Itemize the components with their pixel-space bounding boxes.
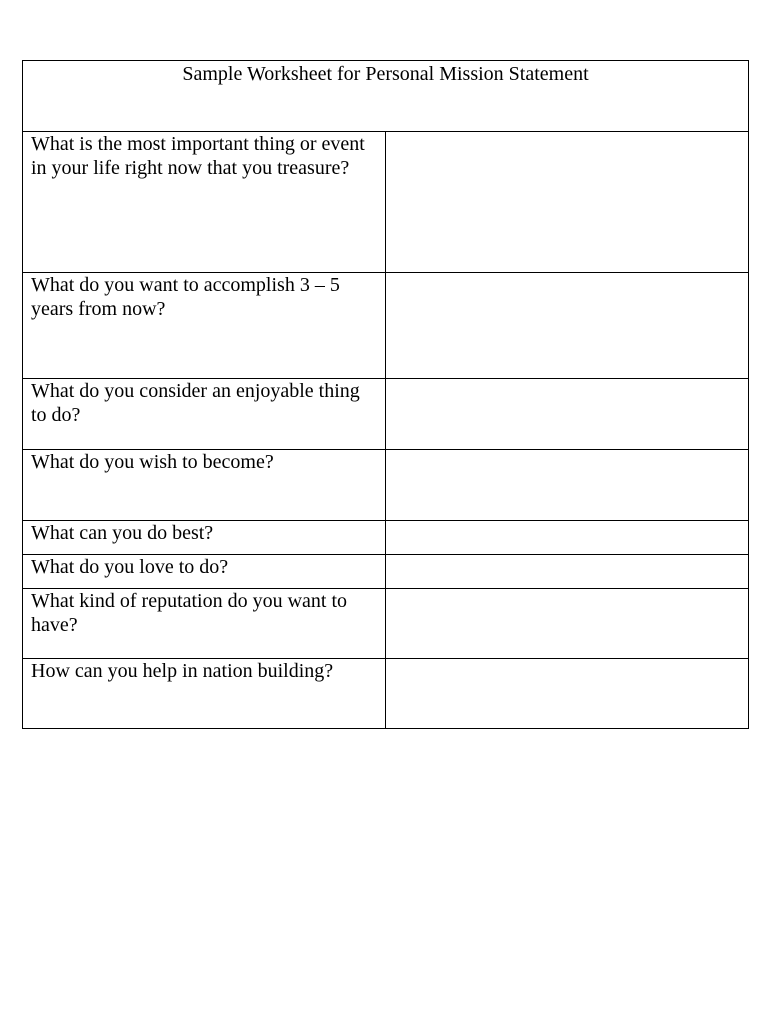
question-row <box>23 659 749 729</box>
question-text: What do you love to do? <box>31 556 229 578</box>
answer-cell[interactable] <box>386 273 749 379</box>
answer-cell[interactable] <box>386 589 749 659</box>
question-text: What kind of reputation do you want to have? <box>31 590 348 636</box>
question-cell <box>23 273 386 379</box>
question-row <box>23 132 749 273</box>
answer-cell[interactable] <box>386 379 749 450</box>
question-row <box>23 450 749 521</box>
question-cell <box>23 555 386 589</box>
question-cell <box>23 379 386 450</box>
question-text: What do you wish to become? <box>31 451 274 473</box>
answer-cell[interactable] <box>386 521 749 555</box>
question-row <box>23 555 749 589</box>
question-text: What can you do best? <box>31 522 214 544</box>
worksheet-title: Sample Worksheet for Personal Mission Statement <box>182 63 589 85</box>
question-row <box>23 589 749 659</box>
mission-worksheet-table <box>22 60 749 729</box>
question-row <box>23 273 749 379</box>
answer-cell[interactable] <box>386 132 749 273</box>
question-text: What is the most important thing or event in your life right now that you treasure? <box>31 133 365 179</box>
answer-cell[interactable] <box>386 555 749 589</box>
question-cell <box>23 659 386 729</box>
answer-cell[interactable] <box>386 450 749 521</box>
question-text: How can you help in nation building? <box>31 660 334 682</box>
question-row <box>23 521 749 555</box>
worksheet-title-cell <box>23 61 749 132</box>
question-text: What do you consider an enjoyable thing to do? <box>31 380 360 426</box>
question-cell <box>23 589 386 659</box>
question-cell <box>23 132 386 273</box>
question-cell <box>23 521 386 555</box>
answer-cell[interactable] <box>386 659 749 729</box>
title-row <box>23 61 749 132</box>
question-text: What do you want to accomplish 3 – 5 years from now? <box>31 274 340 320</box>
question-cell <box>23 450 386 521</box>
question-row <box>23 379 749 450</box>
